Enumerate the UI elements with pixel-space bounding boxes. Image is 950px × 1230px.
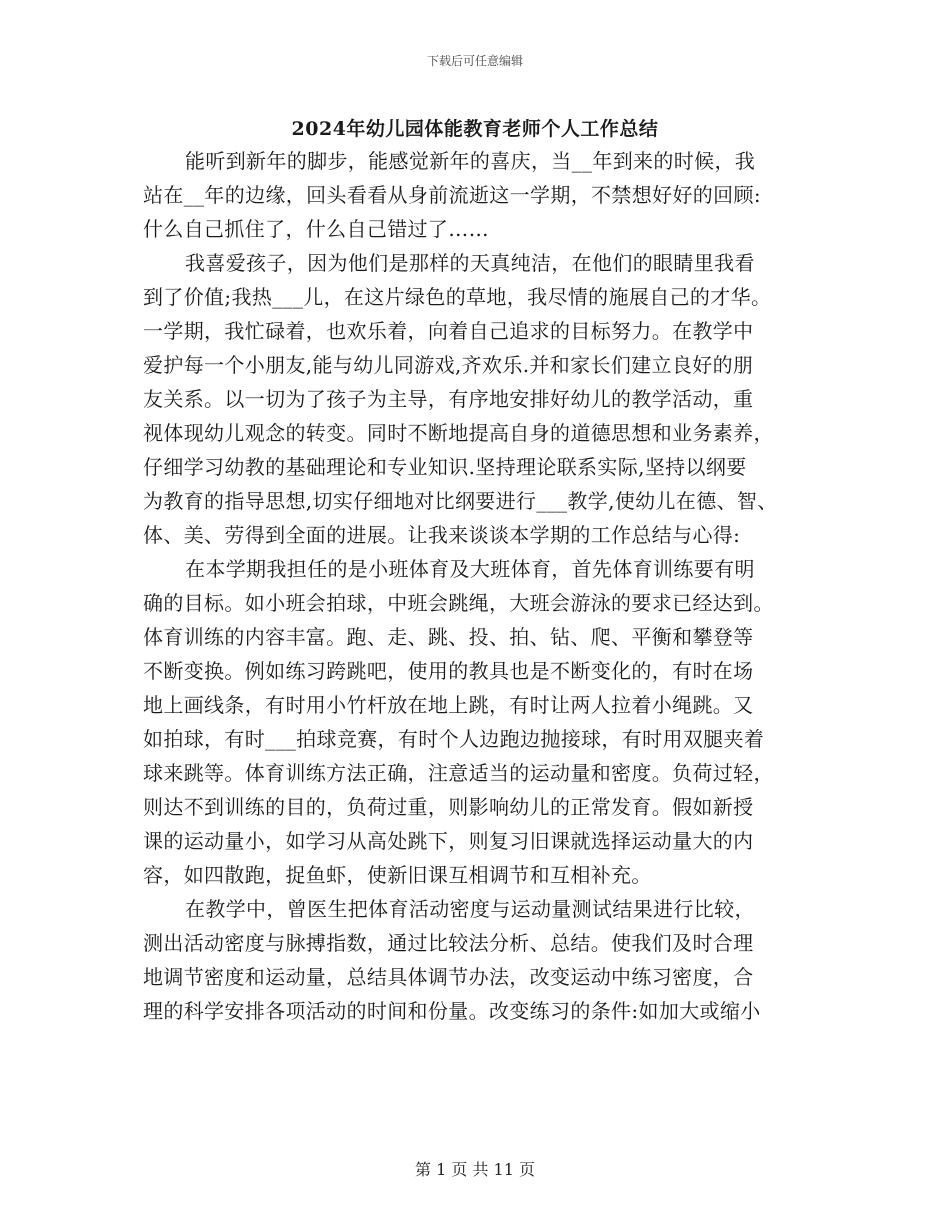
body-line: 为教育的指导思想,切实仔细地对比纲要进行___教学,使幼儿在德、智、: [143, 489, 778, 513]
body-line: 体、美、劳得到全面的进展。让我来谈谈本学期的工作总结与心得:: [143, 523, 741, 547]
body-line: 视体现幼儿观念的转变。同时不断地提高自身的道德思想和业务素养，: [143, 421, 774, 445]
body-line: 理的科学安排各项活动的时间和份量。改变练习的条件:如加大或缩小: [143, 999, 761, 1023]
body-line: 测出活动密度与脉搏指数，通过比较法分析、总结。使我们及时合理: [143, 931, 754, 955]
body-line: 课的运动量小，如学习从高处跳下，则复习旧课就选择运动量大的内: [143, 829, 754, 853]
body-line: 我喜爱孩子，因为他们是那样的天真纯洁，在他们的眼睛里我看: [185, 251, 755, 275]
body-line: 容，如四散跑，捉鱼虾，使新旧课互相调节和互相补充。: [143, 863, 652, 887]
body-line: 不断变换。例如练习跨跳吧，使用的教具也是不断变化的，有时在场: [143, 659, 754, 683]
body-line: 在本学期我担任的是小班体育及大班体育，首先体育训练要有明: [185, 557, 755, 581]
body-line: 地上画线条，有时用小竹杆放在地上跳，有时让两人拉着小绳跳。又: [143, 693, 754, 717]
document-body: [143, 147, 823, 1031]
body-line: 体育训练的内容丰富。跑、走、跳、投、拍、钻、爬、平衡和攀登等: [143, 625, 754, 649]
body-line: 地调节密度和运动量，总结具体调节办法，改变运动中练习密度，合: [143, 965, 754, 989]
body-line: 如拍球，有时___拍球竞赛，有时个人边跑边抛接球，有时用双腿夹着: [143, 727, 765, 751]
page-header: 下载后可任意编辑: [426, 54, 523, 68]
body-line: 什么自己抓住了，什么自己错过了……: [143, 217, 489, 241]
body-line: 到了价值;我热___儿，在这片绿色的草地，我尽情的施展自己的才华。: [143, 285, 772, 309]
page-footer: 第 1 页 共 11 页: [415, 1160, 535, 1179]
body-line: 友关系。以一切为了孩子为主导，有序地安排好幼儿的教学活动，重: [143, 387, 754, 411]
body-line: 爱护每一个小朋友,能与幼儿同游戏,齐欢乐.并和家长们建立良好的朋: [143, 353, 754, 377]
body-line: 确的目标。如小班会拍球，中班会跳绳，大班会游泳的要求已经达到。: [143, 591, 774, 615]
body-line: 球来跳等。体育训练方法正确，注意适当的运动量和密度。负荷过轻，: [143, 761, 774, 785]
body-line: 在教学中，曾医生把体育活动密度与运动量测试结果进行比较，: [185, 897, 755, 921]
body-line: 则达不到训练的目的，负荷过重，则影响幼儿的正常发育。假如新授: [143, 795, 754, 819]
body-line: 站在__年的边缘，回头看看从身前流逝这一学期，不禁想好好的回顾:: [143, 183, 761, 207]
body-line: 一学期，我忙碌着，也欢乐着，向着自己追求的目标努力。在教学中: [143, 319, 754, 343]
body-line: 能听到新年的脚步，能感觉新年的喜庆，当__年到来的时候，我: [185, 149, 756, 173]
body-line: 仔细学习幼教的基础理论和专业知识.坚持理论联系实际,坚持以纲要: [143, 455, 747, 479]
document-title: 2024年幼儿园体能教育老师个人工作总结: [291, 118, 659, 140]
